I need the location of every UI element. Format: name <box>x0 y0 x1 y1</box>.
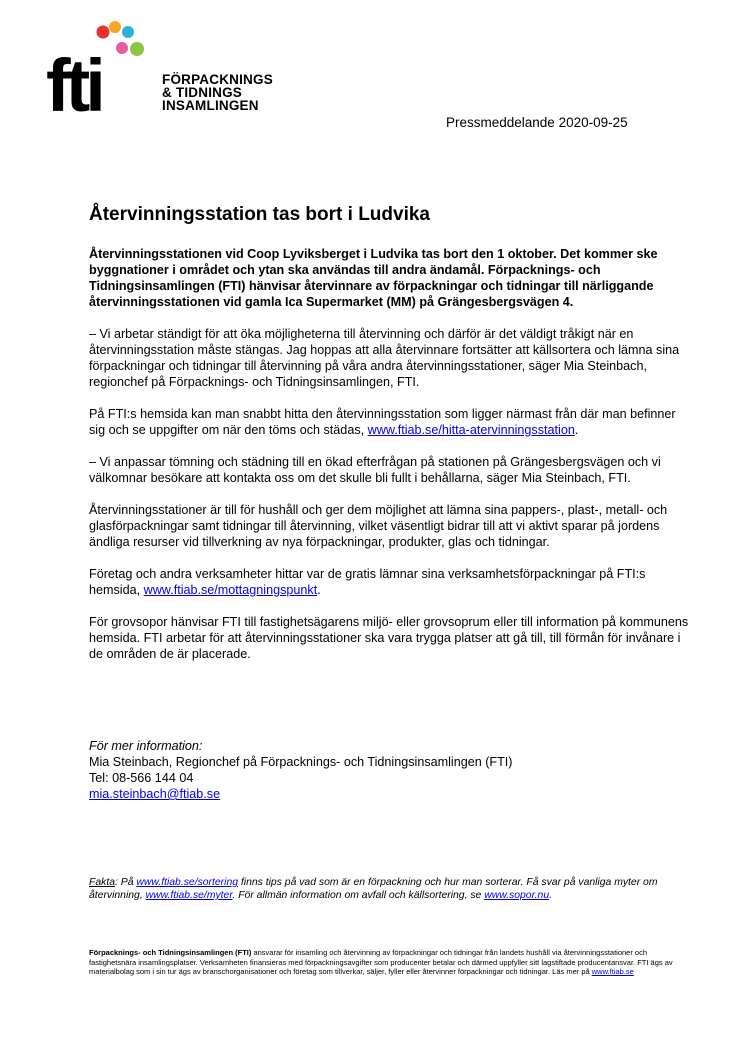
paragraph-companies-text: Företag och andra verksamheter hittar var de gratis lämnar sina verksamhetsförpackningar på FTI:s hemsida, <box>89 567 646 597</box>
contact-heading: För mer information: <box>89 739 203 753</box>
paragraph-companies <box>89 566 689 598</box>
footer-org-name: Förpacknings- och Tidningsinsamlingen (FTI) <box>89 948 252 957</box>
link-myter[interactable]: www.ftiab.se/myter <box>145 890 233 901</box>
release-date: Pressmeddelande 2020-09-25 <box>446 115 628 130</box>
link-hitta-atervinningsstation[interactable]: www.ftiab.se/hitta-atervinningsstation <box>367 423 575 437</box>
fakta-text-3: . För allmän information om avfall och källsortering, se <box>232 890 485 901</box>
logo-dot-pink <box>116 42 128 54</box>
fakta-box <box>89 876 689 902</box>
contact-block <box>89 738 513 802</box>
fakta-text-1: : På <box>115 877 137 888</box>
fakta-text-2: finns tips på vad som är en förpackning och hur man sorterar. Få svar på vanliga myter om återvinning, <box>89 877 658 901</box>
lead-paragraph: Återvinningsstationen vid Coop Lyviksberget i Ludvika tas bort den 1 oktober. Det kommer ske byggnationer i området och ytan ska användas till andra ändamål. Förpacknings- och Tidningsinsamlingen (FTI) hänvisar återvinnare av förpackningar och tidningar till närliggande återvinningsstationen vid gamla Ica Supermarket (MM) på Grängesbergsvägen 4. <box>89 247 658 309</box>
logo-letters: fti <box>46 44 101 120</box>
fakta-label: Fakta <box>89 877 115 888</box>
paragraph-website <box>89 406 689 438</box>
logo-line-3: INSAMLINGEN <box>162 98 259 113</box>
paragraph-website-end: . <box>574 423 579 437</box>
page-title: Återvinningsstation tas bort i Ludvika <box>89 204 430 225</box>
logo-dot-blue <box>122 26 134 38</box>
footer-text: ansvarar för insamling och återvinning av förpackningar och tidningar från landets hushåll via återvinningsstationer och fastighetsnära insamlingsplatser. Verksamheten finansieras med förpackningsavgifter som producenter betalar och därmed uppfyller sitt lagstiftade producentansvar. FTI ägs av materialbolag som i sin tur ägs av branschorganisationer och företag som tillverkar, säljer, fyller eller återvinner förpackningar och tidningar. Läs mer på <box>89 948 673 976</box>
link-mottagningspunkt[interactable]: www.ftiab.se/mottagningspunkt <box>143 583 318 597</box>
paragraph-quote-1: – Vi arbetar ständigt för att öka möjligheterna till återvinning och därför är det väldigt tråkigt när en återvinningsstation måste stängas. Jag hoppas att alla återvinnare fortsätter att källsortera och lämna sina förpackningar och tidningar till återvinning på våra andra återvinningsstationer, säger Mia Steinbach, regionchef på Förpacknings- och Tidningsinsamlingen, FTI. <box>89 327 680 389</box>
fakta-text-4: . <box>549 890 552 901</box>
logo-dot-green <box>130 42 144 56</box>
logo-wordmark <box>162 73 273 112</box>
paragraph-website-text: På FTI:s hemsida kan man snabbt hitta den återvinningsstation som ligger närmast från där man befinner sig och se uppgifter om när den töms och städas, <box>89 407 676 437</box>
contact-email-link[interactable]: mia.steinbach@ftiab.se <box>89 787 221 801</box>
link-sopor[interactable]: www.sopor.nu <box>484 890 550 901</box>
link-ftiab[interactable]: www.ftiab.se <box>591 967 634 976</box>
logo-dot-yellow <box>109 21 121 33</box>
footer-about <box>89 948 679 977</box>
paragraph-companies-end: . <box>317 583 321 597</box>
paragraph-quote-2: – Vi anpassar tömning och städning till en ökad efterfrågan på stationen på Grängesbergsvägen och vi välkomnar besökare att kontakta oss om det skulle bli fullt i behållarna, säger Mia Steinbach, FTI. <box>89 455 661 485</box>
logo-line-2: & TIDNINGS <box>162 85 243 100</box>
contact-phone: Tel: 08-566 144 04 <box>89 771 194 785</box>
fti-logo-mark <box>46 20 156 120</box>
paragraph-stations: Återvinningsstationer är till för hushåll och ger dem möjlighet att lämna sina pappers-, plast-, metall- och glasförpackningar samt tidningar till återvinning, vilket väsentligt bidrar till att vi aktivt sparar på jordens ändliga resurser vid tillverkning av nya förpackningar, produkter, glas och tidningar. <box>89 503 668 549</box>
paragraph-grovsopor: För grovsopor hänvisar FTI till fastighetsägarens miljö- eller grovsoprum eller till information på kommunens hemsida. FTI arbetar för att återvinningsstationer ska vara trygga platser att gå till, till förmån för invånare i de områden de är placerade. <box>89 615 689 661</box>
contact-name: Mia Steinbach, Regionchef på Förpacknings- och Tidningsinsamlingen (FTI) <box>89 755 513 769</box>
logo-dot-red <box>97 26 110 39</box>
fti-logo <box>46 20 286 120</box>
logo-line-1: FÖRPACKNINGS <box>162 72 273 87</box>
article-body <box>89 246 689 678</box>
link-sortering[interactable]: www.ftiab.se/sortering <box>136 877 239 888</box>
